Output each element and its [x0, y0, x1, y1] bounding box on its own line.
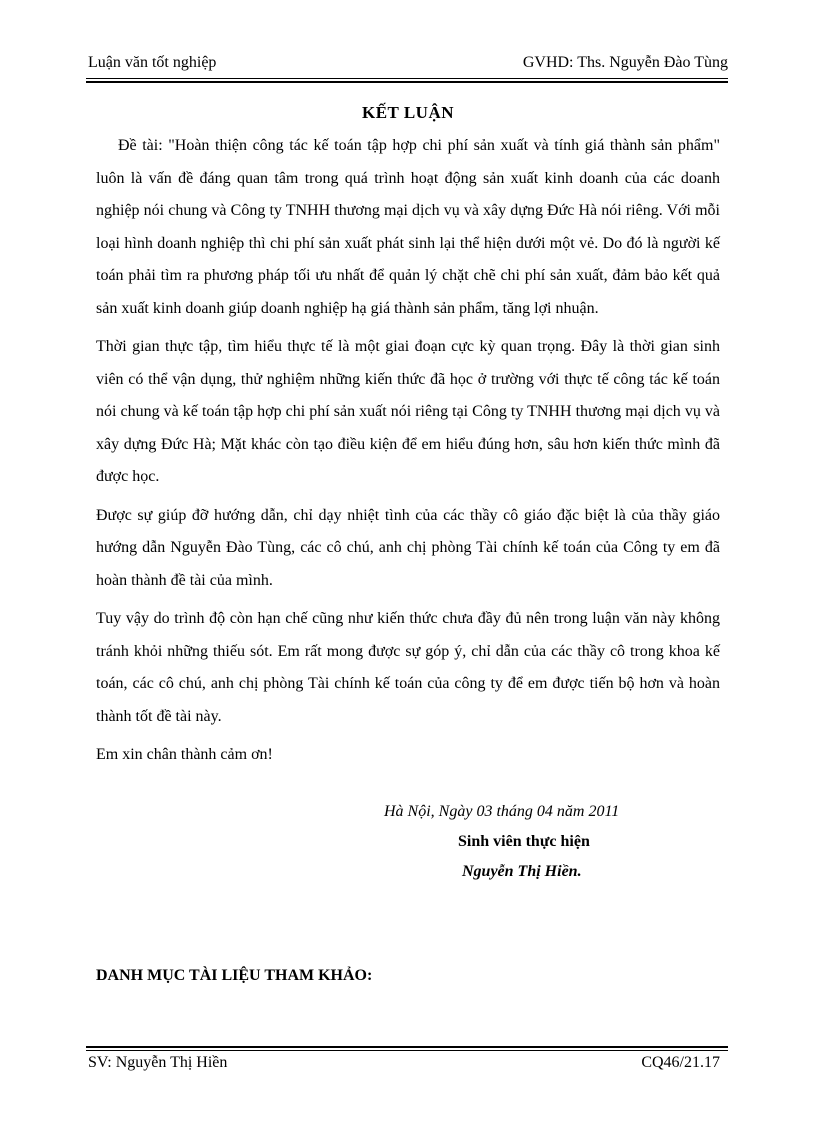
footer-rule-thin — [86, 1050, 728, 1051]
signature-name: Nguyễn Thị Hiền. — [462, 863, 582, 880]
footer-rule-thick — [86, 1046, 728, 1048]
paragraph-1: Đề tài: "Hoàn thiện công tác kế toán tập hợp chi phí sản xuất và tính giá thành sản phẩm" luôn là vấn đề đáng quan tâm trong quá trình hoạt động sản xuất kinh doanh của các doanh nghiệp nói chung và Công ty TNHH thương mại dịch vụ và xây dựng Đức Hà nói riêng. Với mỗi loại hình doanh nghiệp thì chi phí sản xuất phát sinh lại thể hiện dưới một vẻ. Do đó là người kế toán phải tìm ra phương pháp tối ưu nhất để quản lý chặt chẽ chi phí sản xuất, đảm bảo kết quả sản xuất kinh doanh giúp doanh nghiệp hạ giá thành sản phẩm, tăng lợi nhuận. — [96, 137, 720, 317]
paragraph-5: Em xin chân thành cảm ơn! — [96, 746, 273, 763]
references-heading: DANH MỤC TÀI LIỆU THAM KHẢO: — [96, 967, 373, 984]
conclusion-body — [96, 130, 720, 772]
page-footer — [88, 1052, 720, 1076]
header-right-text: GVHD: Ths. Nguyễn Đào Tùng — [522, 54, 728, 71]
paragraph-3: Được sự giúp đỡ hướng dẫn, chỉ dạy nhiệt tình của các thầy cô giáo đặc biệt là của thầy giáo hướng dẫn Nguyễn Đào Tùng, các cô chú, anh chị phòng Tài chính kế toán của Công ty em đã hoàn thành đề tài của mình. — [96, 506, 720, 589]
header-rule-thick — [86, 81, 728, 83]
footer-right-text: CQ46/21.17 — [641, 1054, 720, 1071]
footer-left-text: SV: Nguyễn Thị Hiền — [88, 1054, 228, 1071]
signature-role: Sinh viên thực hiện — [458, 833, 590, 850]
header-rule-thin — [86, 78, 728, 79]
header-left-text: Luận văn tốt nghiệp — [88, 54, 217, 71]
section-title: KẾT LUẬN — [361, 103, 454, 122]
paragraph-4: Tuy vậy do trình độ còn hạn chế cũng như kiến thức chưa đầy đủ nên trong luận văn này không tránh khỏi những thiếu sót. Em rất mong được sự góp ý, chỉ dẫn của các thầy cô trong khoa kế toán, các cô chú, anh chị phòng Tài chính kế toán của công ty để em được tiến bộ hơn và hoàn thành tốt đề tài này. — [96, 610, 720, 725]
paragraph-2: Thời gian thực tập, tìm hiểu thực tế là một giai đoạn cực kỳ quan trọng. Đây là thời gian sinh viên có thể vận dụng, thử nghiệm những kiến thức đã học ở trường với thực tế công tác kế toán nói chung và kế toán tập hợp chi phí sản xuất nói riêng tại Công ty TNHH thương mại dịch vụ và xây dựng Đức Hà; Mặt khác còn tạo điều kiện để em hiểu đúng hơn, sâu hơn kiến thức mình đã được học. — [96, 338, 720, 485]
page-header — [88, 52, 728, 76]
signature-date: Hà Nội, Ngày 03 tháng 04 năm 2011 — [384, 803, 620, 820]
